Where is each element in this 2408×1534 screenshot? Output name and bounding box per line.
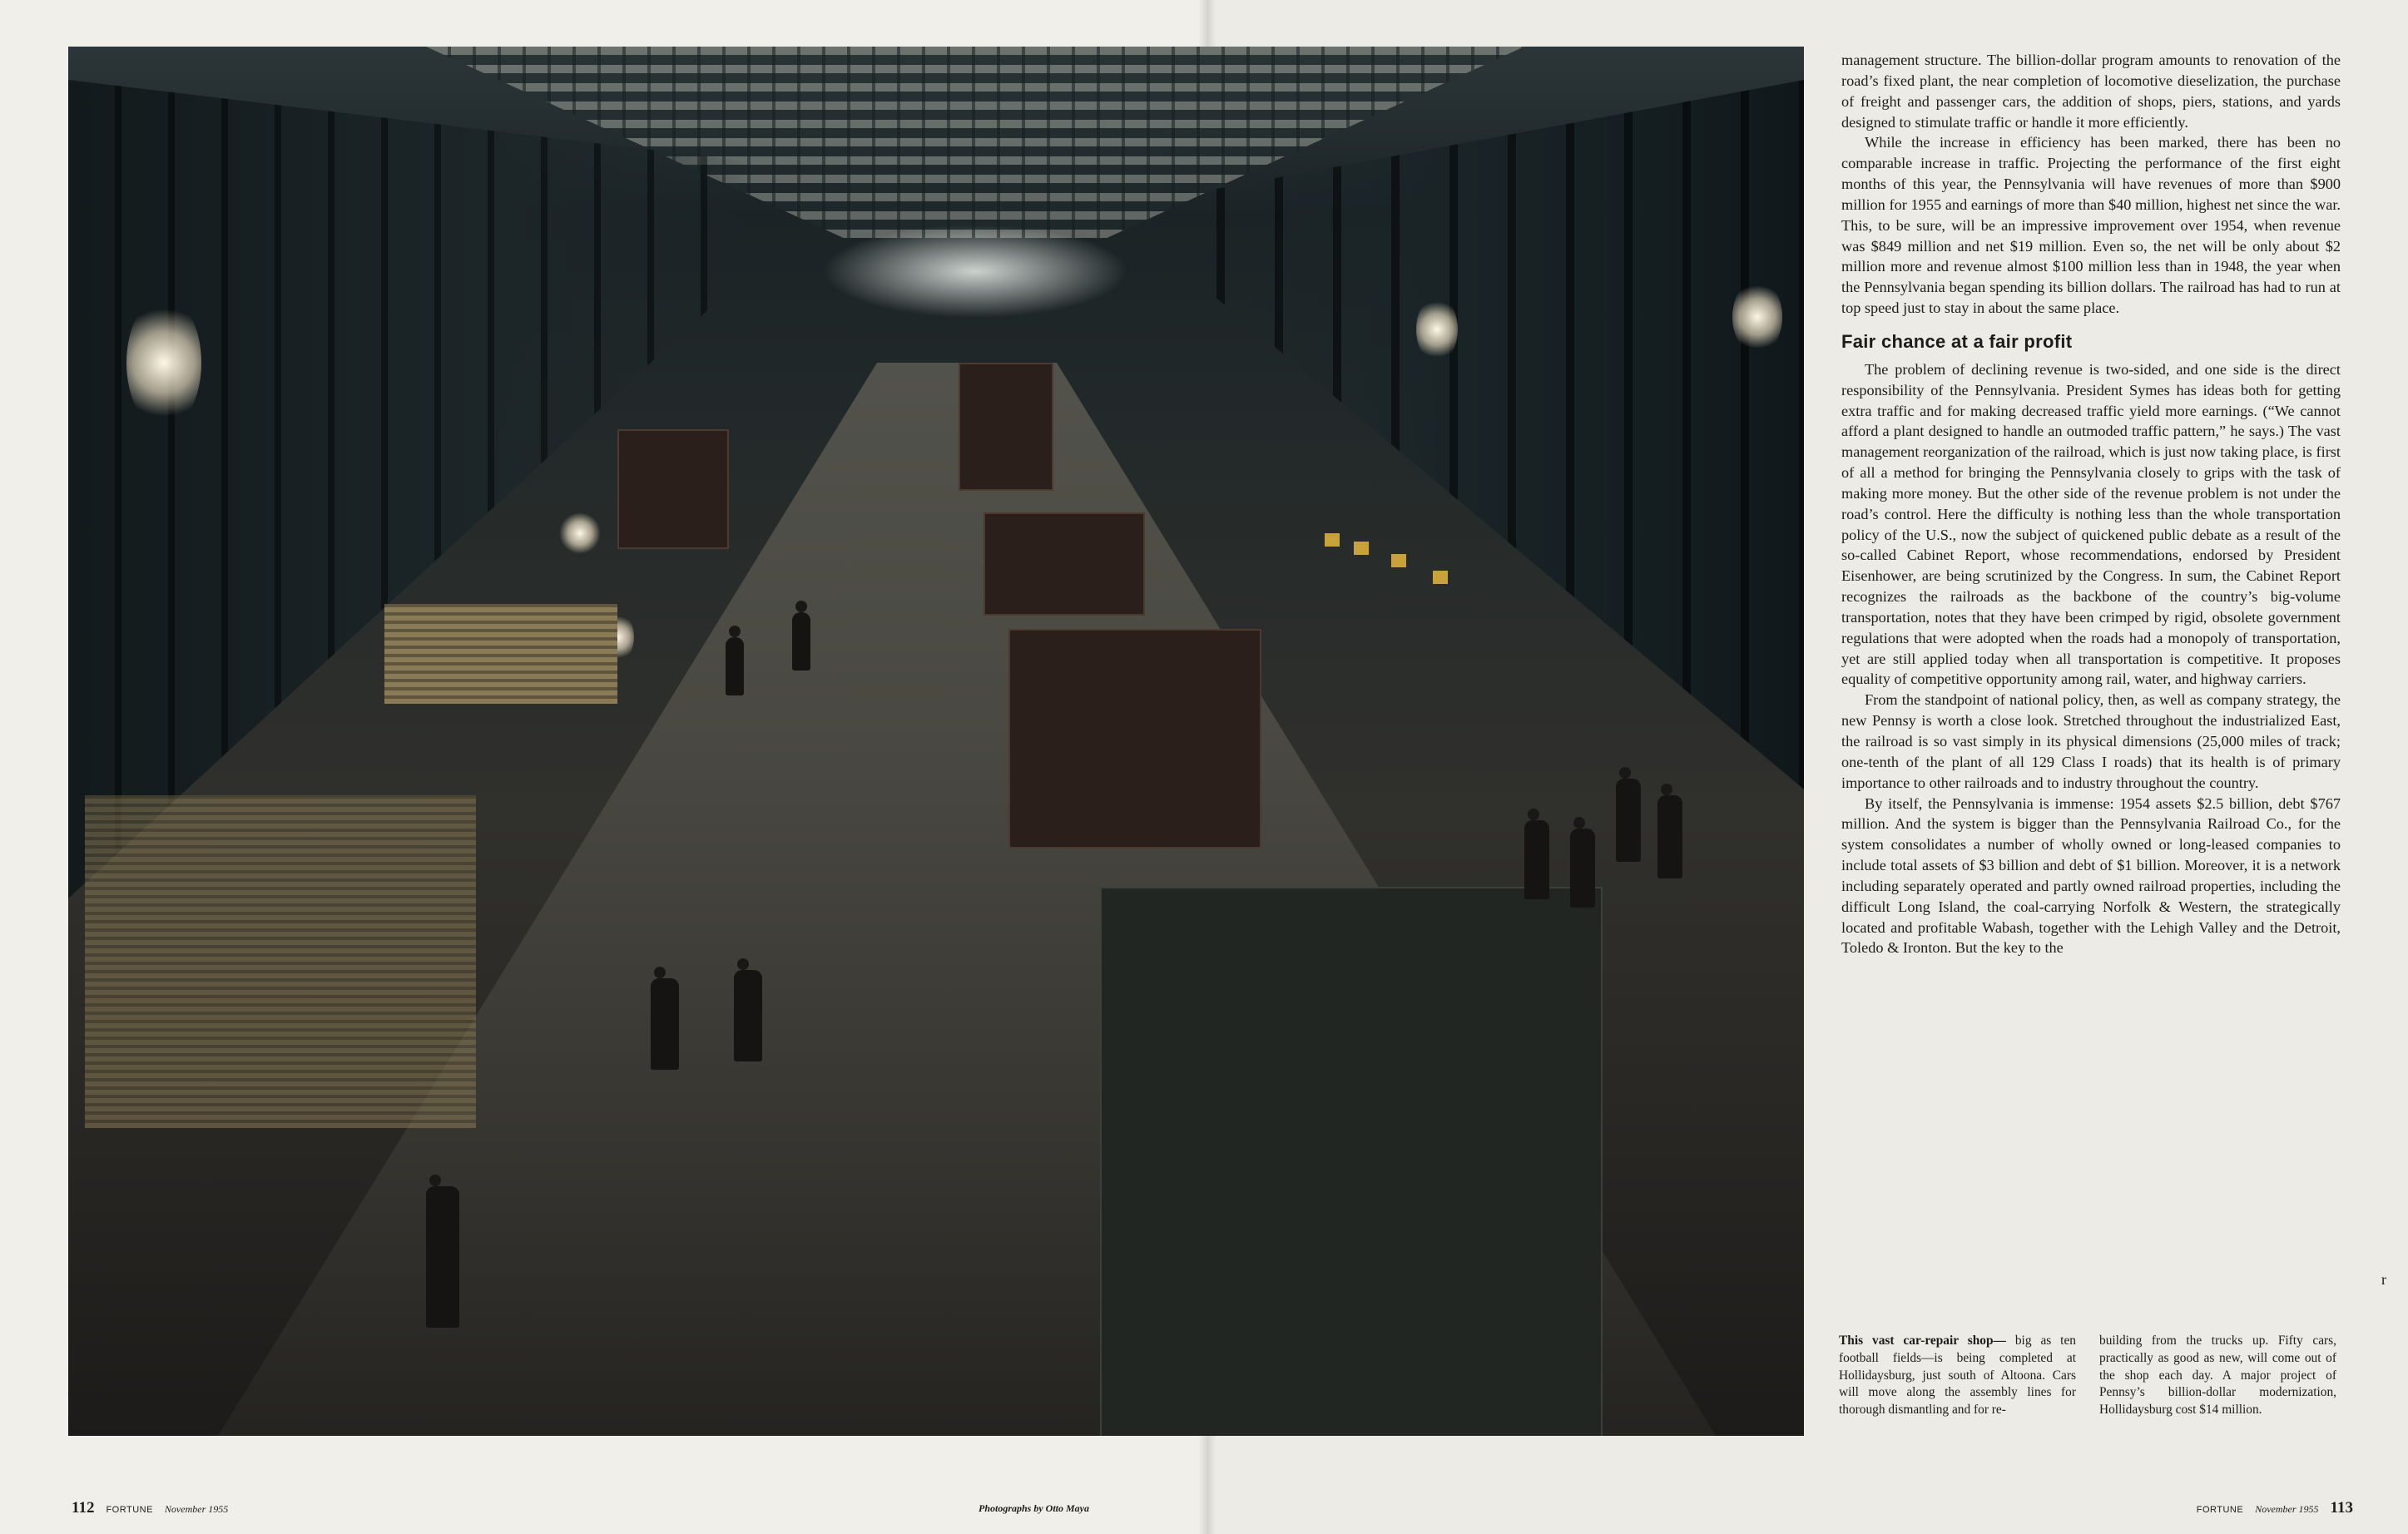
gondola-car (1100, 887, 1603, 1436)
worker-figure (651, 978, 679, 1070)
car-repair-shop-photograph (68, 47, 1804, 1436)
worker-figure (1657, 795, 1682, 878)
caption-text: big as ten football fields—is being completed at Hollidaysburg, just south of Altoona. Cars will move along the assembly lines for thorough dismantling and for re- (1839, 1334, 2076, 1418)
page-number: 113 (2330, 1499, 2353, 1517)
body-paragraph: management structure. The billion-dollar program amounts to renovation of the road’s fixed plant, the near completion of locomotive dieselization, the purchase of freight and passenger cars, the addition of shops, piers, stations, and yards designed to stimulate traffic or handle it more efficiently. (1841, 52, 2341, 131)
worker-figure (1570, 829, 1595, 908)
worker-figure (1616, 779, 1641, 862)
worker-figure (426, 1186, 459, 1328)
photo-caption-column-2 (2099, 1333, 2336, 1419)
worker-figure (734, 970, 762, 1061)
yellow-drum (1354, 542, 1369, 555)
flatcar (617, 429, 729, 549)
caption-lead: This vast car-repair shop— (1839, 1334, 2006, 1348)
body-paragraph: By itself, the Pennsylvania is immense: 1954 assets $2.5 billion, debt $767 million. And the system is bigger than the Pennsylvania Railroad Co., for the system consolidates a number of wholly owned or long-leased companies to include total assets of $3 billion and debt of $1 billion. Moreover, it is a network including separately operated and partly owned railroad properties, including the difficult Long Island, the coal-carrying Norfolk & Western, the strategically located and profitable Wabash, together with the Lehigh Valley and the Detroit, Toledo & Ironton. But the key to the (1841, 794, 2341, 957)
margin-mark: r (2381, 1271, 2386, 1288)
welding-light (559, 512, 601, 554)
folio-left (72, 1499, 228, 1517)
lumber-stack (85, 795, 476, 1128)
magazine-name: FORTUNE (106, 1505, 153, 1515)
lumber-stack (384, 604, 617, 704)
boxcar (959, 363, 1053, 491)
issue-date: November 1955 (164, 1503, 229, 1515)
magazine-name: FORTUNE (2196, 1505, 2244, 1515)
section-subhead: Fair chance at a fair profit (1841, 330, 2073, 352)
page-number: 112 (72, 1499, 95, 1517)
issue-date: November 1955 (2255, 1503, 2319, 1515)
worker-figure (792, 612, 810, 671)
window-glare (1416, 296, 1458, 363)
folio-right (2197, 1499, 2353, 1517)
body-paragraph: While the increase in efficiency has been marked, there has been no comparable increase in traffic. Projecting the performance of the first eight months of this year, the Pennsylvania will have revenues of more than $900 million for 1955 and earnings of more than $40 million, highest net since the war. This, to be sure, will be an impressive improvement over 1954, when revenue was $849 million and net $19 million. Even so, the net will be only about $2 million more and revenue almost $100 million less than in 1948, the year when the Pennsylvania began spending its billion dollars. The railroad has had to run at top speed just to stay in about the same place. (1841, 134, 2341, 317)
photo-caption-column-1 (1839, 1333, 2076, 1419)
yellow-drum (1325, 533, 1340, 547)
yellow-drum (1433, 571, 1448, 584)
window-glare (126, 296, 201, 429)
photo-credit: Photographs by Otto Maya (979, 1502, 1090, 1514)
article-body (1841, 50, 2341, 958)
yellow-drum (1391, 554, 1406, 567)
worker-figure (726, 637, 744, 695)
window-glare (1732, 280, 1782, 354)
gondola-car (984, 512, 1145, 616)
body-paragraph: From the standpoint of national policy, then, as well as company strategy, the new Pennsy is worth a close look. Stretched throughout the industrialized East, the railroad is so vast simply in its physical dimensions (25,000 miles of track; one-tenth of the plant of all 129 Class I roads) that its health is of primary importance to other railroads and to industry throughout the country. (1841, 691, 2341, 791)
body-paragraph: The problem of declining revenue is two-sided, and one side is the direct responsibility of the Pennsylvania. President Symes has ideas both for getting extra traffic and for making decreased traffic yield more earnings. (“We cannot afford a plant designed to handle an outmoded traffic pattern,” he says.) The vast management reorganization of the railroad, which is just now taking place, is first of all a method for bringing the Pennsylvania closely to grips with the task of making more money. But the other side of the revenue problem is not under the road’s control. Here the difficulty is nothing less than the whole transportation policy of the U.S., now the subject of quickened public debate as a result of the so-called Cabinet Report, whose recommendations, endorsed by President Eisenhower, are being scrutinized by the Congress. In sum, the Cabinet Report recognizes the railroads as the backbone of the country’s big-volume transportation, notes that they have been crimped by rigid, obsolete government regulations that were adopted when the roads had a monopoly of transportation, yet are still applied today when all transportation is competitive. It proposes equality of competitive opportunity among rail, water, and highway carriers. (1841, 360, 2341, 688)
worker-figure (1524, 820, 1549, 899)
caption-text: building from the trucks up. Fifty cars, practically as good as new, will come out of the shop each day. A major project of Pennsy’s billion-dollar modernization, Hollidaysburg cost $14 million. (2099, 1334, 2336, 1418)
gondola-car (1008, 629, 1261, 849)
